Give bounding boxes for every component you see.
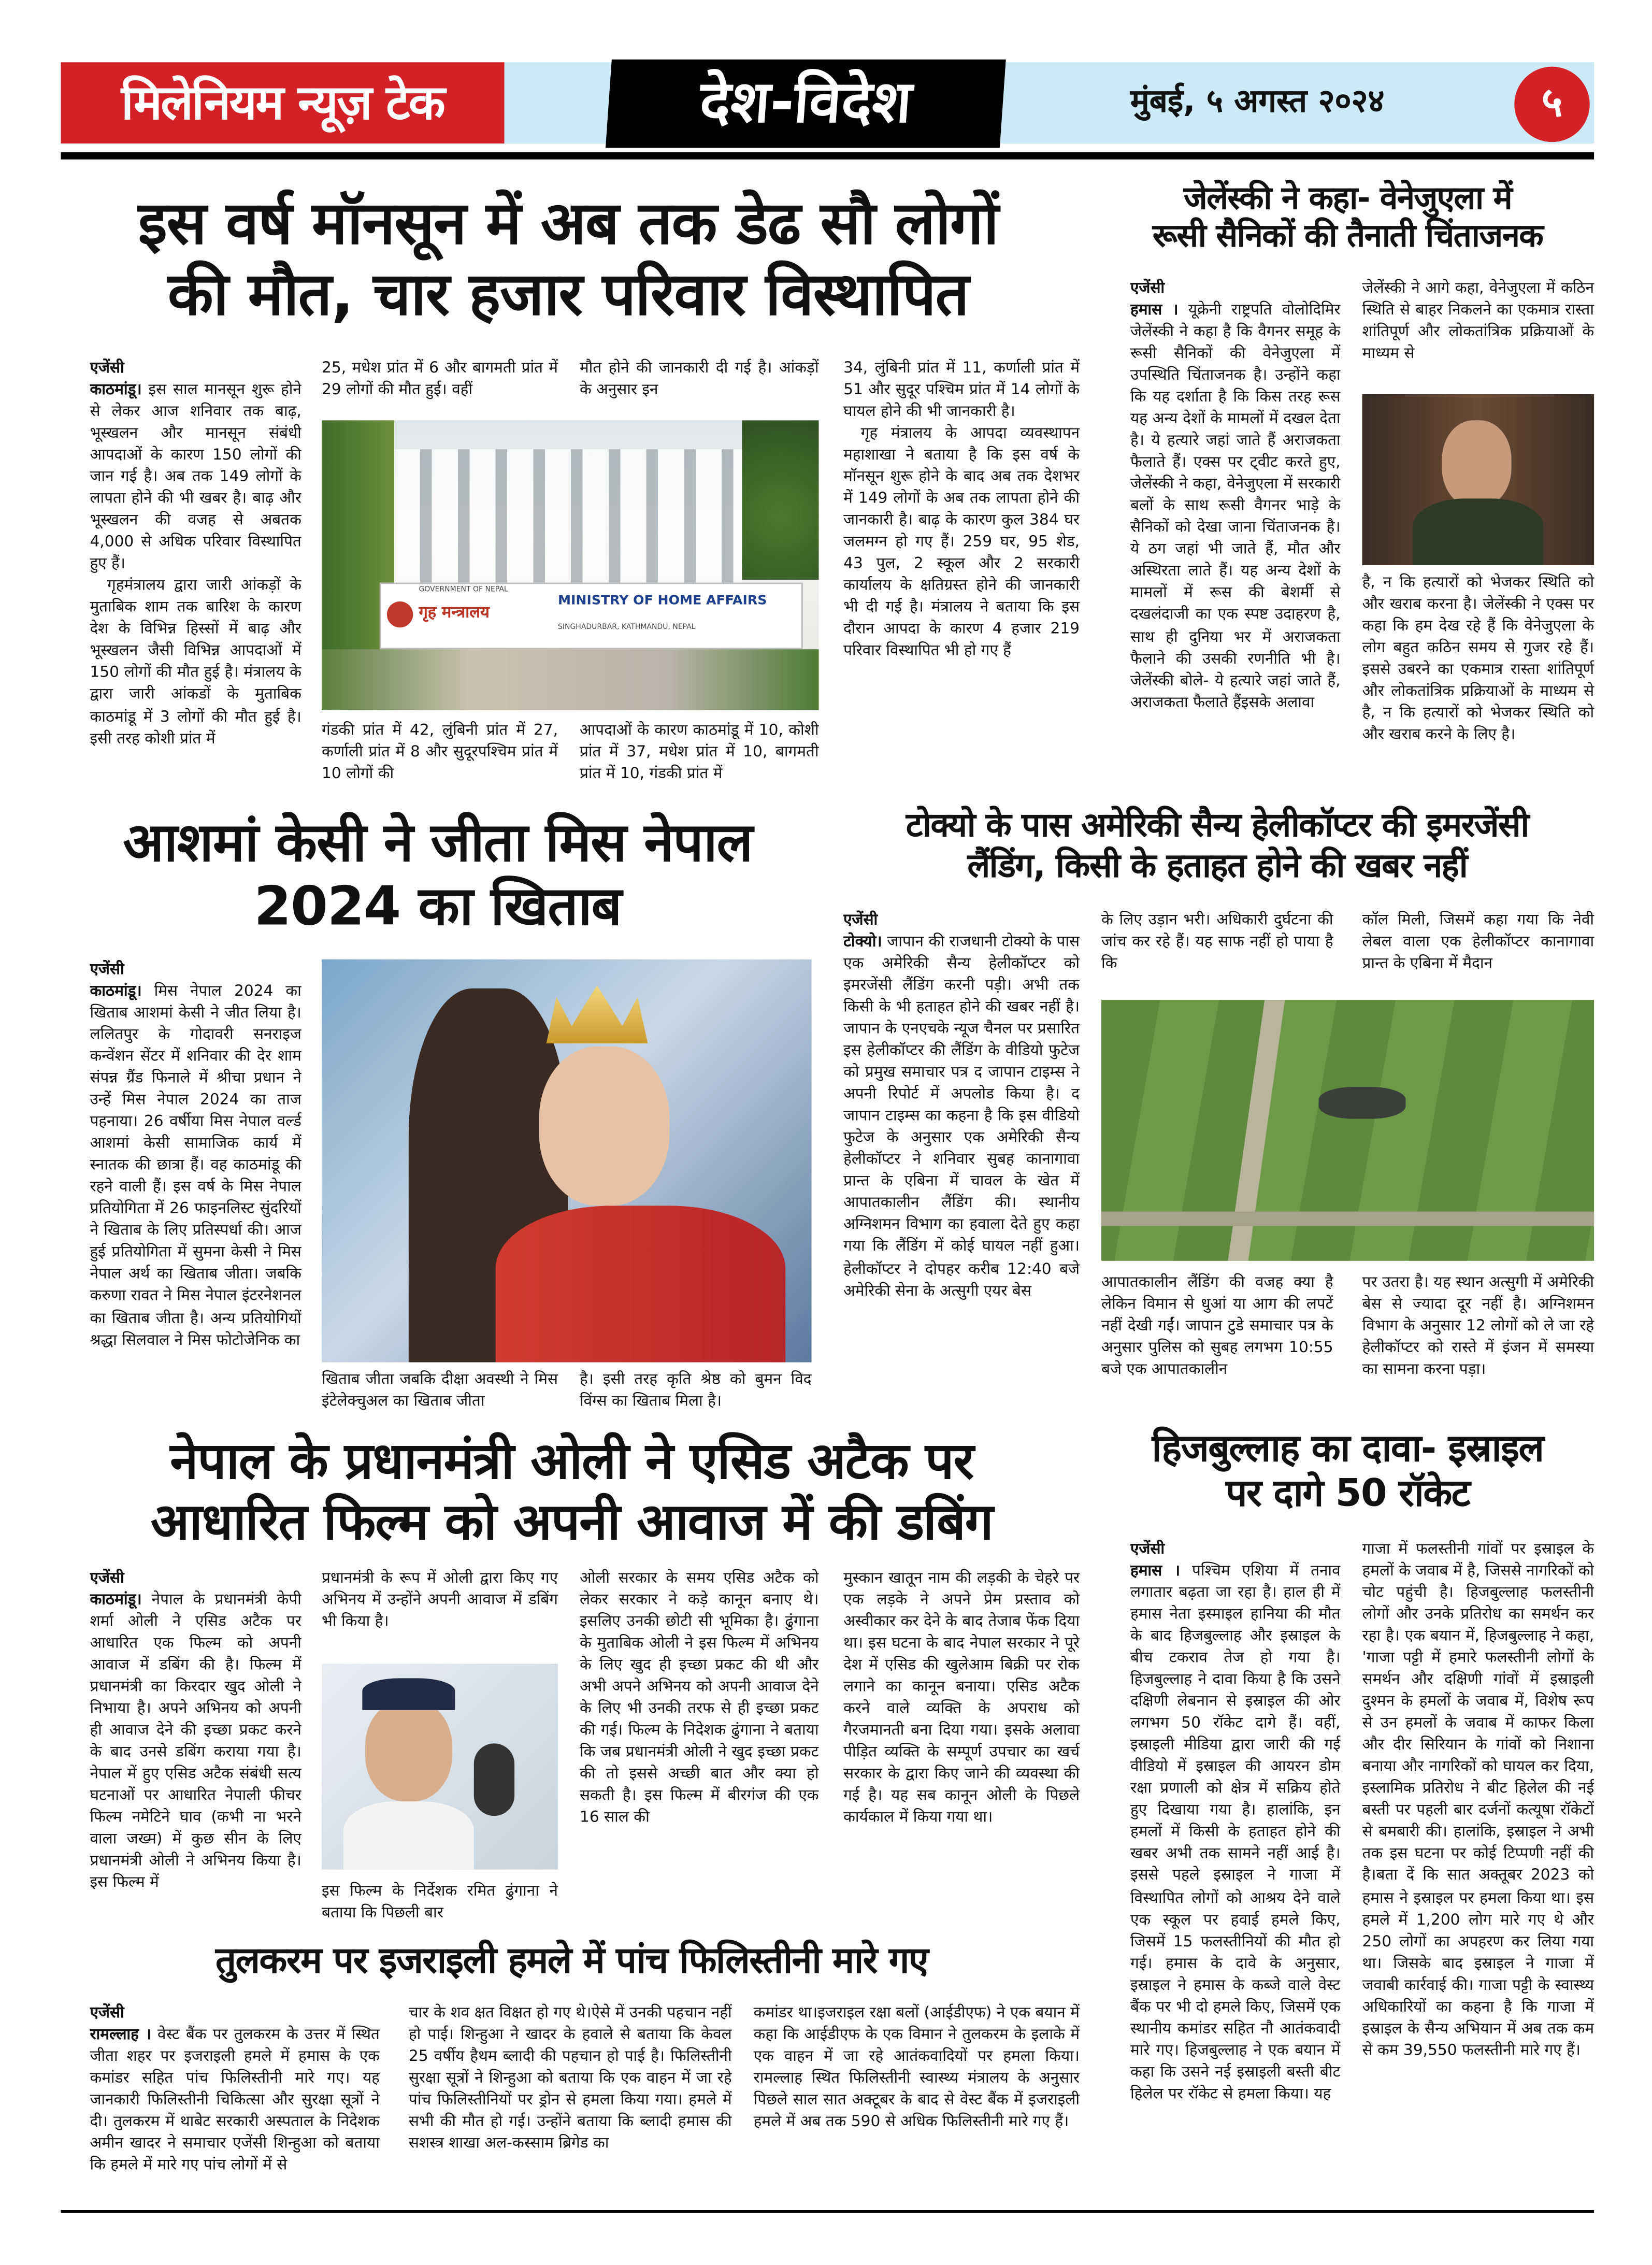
body-text: खिताब जीता जबकि दीक्षा अवस्थी ने मिस इंटेलेक्चुअल का खिताब जीता [322, 1371, 558, 1410]
article-zelensky-col-2-top [1362, 278, 1594, 365]
body-text: है। इसी तरह कृति श्रेष्ठ को बुमन विद विंग्स का खिताब मिला है। [579, 1371, 812, 1410]
agency-label: एजेंसी [90, 1569, 124, 1587]
body-text: यूक्रेनी राष्ट्रपति वोलोदिमिर जेलेंस्की ने कहा है कि वैगनर समूह के रूसी सैनिकों की वेनेजुएला में उपस्थिति चिंताजनक है। उन्होंने कहा कि यह दर्शाता है कि किस तरह रूस यह अन्य देशों के मामलों में दखल देता है। ये हत्यारे जहां जाते हैं अराजकता फैलाते हैं। एक्स पर ट्वीट करते हुए, जेलेंस्की ने कहा, वेनेजुएला में सरकारी बलों के साथ रूसी वैगनर भाड़े के सैनिकों को देखा जाना चिंताजनक है। ये ठग जहां भी जाते हैं, मौत और अस्थिरता लाते हैं। यह अन्य देशों के मामलों में रूस की बेशर्मी से दखलंदाजी का एक स्पष्ट उदाहरण है, साथ ही दुनिया भर में अराजकता फैलाने की उसकी रणनीति भी है। जेलेंस्की बोले- ये हत्यारे जहां जाते हैं, अराजकता फैलाते हैंइसके अलावा [1130, 301, 1341, 711]
headline-line: 2024 का खिताब [254, 876, 622, 939]
body-text: इस साल मानसून शुरू होने से लेकर आज शनिवार तक बाढ़, भूस्खलन और मानसून संबंधी आपदाओं के कारण 150 लोगों की जान गई है। अब तक 149 लोगों के लापता होने की भी खबर है। बाढ़ और भूस्खलन की वजह से अबतक 4,000 से अधिक परिवार विस्थापित हुए हैं। [90, 381, 301, 573]
body-text: मौत होने की जानकारी दी गई है। आंकड़ों के अनुसार इन [579, 359, 819, 399]
article-miss-nepal-col-1 [90, 959, 301, 1416]
agency-label: एजेंसी [90, 359, 124, 377]
body-text: कमांडर था।इजराइल रक्षा बलों (आईडीएफ) ने एक बयान में कहा कि आईडीएफ के एक विमान ने तुलकरम के इलाके में एक वाहन में जा रहे आतंकवादियों पर हमला किया। रामल्लाह स्थित फिलिस्तीनी स्वास्थ्य मंत्रालय के अनुसार पिछले साल सात अक्टूबर के बाद से वेस्ट बैंक में इजराइली हमले में अब तक 590 से अधिक फिलिस्तीनी मारे गए हैं। [753, 2004, 1080, 2131]
article-tulkarem-col-2 [409, 2003, 732, 2206]
helicopter-icon [1319, 1087, 1406, 1119]
headline-line: आशमां केसी ने जीता मिस नेपाल [123, 811, 753, 874]
agency-label: एजेंसी [1130, 279, 1165, 297]
agency-label: एजेंसी [90, 961, 124, 979]
article-tokyo-col-3-bottom [1362, 1272, 1594, 1381]
dateline: काठमांडू। [90, 381, 142, 399]
article-tokyo-col-2-top [1101, 910, 1333, 976]
body-text: जापान की राजधानी टोक्यो के पास एक अमेरिकी सैन्य हेलीकॉप्टर को इमरजेंसी लैंडिंग करनी पड़ी। अभी तक किसी के भी हताहत होने की खबर नहीं है। जापान के एनएचके न्यूज चैनल पर प्रसारित इस हेलीकॉप्टर की लैंडिंग के वीडियो फुटेज को प्रमुख समाचार पत्र द जापान टाइम्स ने अपनी रिपोर्ट में अपलोड किया है। द जापान टाइम्स का कहना है कि इस वीडियो फुटेज के अनुसार एक अमेरिकी सैन्य हेलीकॉप्टर ने शनिवार सुबह कानागावा प्रान्त के एबिना में चावल के खेत में आपातकालीन लैंडिंग की। स्थानीय अग्निशमन विभाग का हवाला देते हुए कहा गया कि लैंडिंग में कोई घायल नहीं हुआ। हेलीकॉप्टर ने दोपहर करीब 12:40 बजे अमेरिकी सेना के अत्सुगी एयर बेस [843, 933, 1080, 1299]
article-miss-nepal-col-3 [580, 1370, 812, 1413]
article-tokyo-helicopter-headline [834, 807, 1602, 887]
page-number-badge: ५ [1514, 67, 1589, 142]
body-text: प्रधानमंत्री के रूप में ओली द्वारा किए गए अभिनय में उन्होंने अपनी आवाज में डबिंग भी किया है। [322, 1569, 558, 1631]
headline-line: इस वर्ष मॉनसून में अब तक डेढ सौ लोगों [138, 188, 998, 258]
body-text: नेपाल के प्रधानमंत्री केपी शर्मा ओली ने एसिड अटैक पर आधारित एक फिल्म को अपनी आवाज में डबिंग की है। फिल्म में प्रधानमंत्री का किरदार खुद ओली ने निभाया है। अपने अभिनय को अपनी ही आवाज देने की इच्छा प्रकट करने के बाद उनसे डबिंग कराया गया है। नेपाल में हुए एसिड अटैक संबंधी सत्य घटनाओं पर आधारित नेपाली फीचर फिल्म नमेटिने घाव (कभी ना भरने वाला जख्म) में कुछ सीन के लिए प्रधानमंत्री ओली ने अभिनय किया है। इस फिल्म में [90, 1591, 301, 1892]
body-text: पश्चिम एशिया में तनाव लगातार बढ़ता जा रहा है। हाल ही में हमास नेता इस्माइल हानिया की मौत के बाद हिजबुल्लाह और इस्राइल के बीच टकराव तेज हो गया है। हिजबुल्लाह ने दावा किया है कि उसने दक्षिणी लेबनान से इस्राइल की ओर लगभग 50 रॉकेट दागे हैं। वहीं, इस्राइली मीडिया द्वारा जारी की गई वीडियो में इस्राइल की आयरन डोम रक्षा प्रणाली को क्षेत्र में सक्रिय होते हुए दिखाया गया है। हालांकि, इन हमलों में किसी के हताहत होने की खबर अभी तक सामने नहीं आई है। इससे पहले इस्राइल ने गाजा में विस्थापित लोगों को आश्रय देने वाले एक स्कूल पर हवाई हमले किए, जिसमें 15 फलस्तीनियों की मौत हो गई। हमास के दावे के अनुसार, इस्राइल ने हमास के कब्जे वाले वेस्ट बैंक पर भी दो हमले किए, जिसमें एक स्थानीय कमांडर सहित नौ आतंकवादी मारे गए। हिजबुल्लाह ने एक बयान में कहा कि उसने नई इस्राइली बस्ती बीट हिलेल पर रॉकेट से हमला किया। यह [1130, 1562, 1341, 2103]
dateline: हमास । [1130, 1562, 1181, 1580]
headline-line: टोक्यो के पास अमेरिकी सैन्य हेलीकॉप्टर की इमरजेंसी [906, 807, 1529, 845]
headline-line: जेलेंस्की ने कहा- वेनेजुएला में [1183, 181, 1512, 218]
article-oli-col-2-top [322, 1568, 558, 1633]
body-text: आपातकालीन लैंडिंग की वजह क्या है लेकिन विमान से धुआं या आग की लपटें नहीं देखी गईं। जापान टुडे समाचार पत्र के अनुसार पुलिस को सुबह लगभग 10:55 बजे एक आपातकालीन [1101, 1273, 1333, 1379]
article-oli-col-1 [90, 1568, 301, 1930]
body-text: गंडकी प्रांत में 42, लुंबिनी प्रांत में 27, कर्णाली प्रांत में 8 और सुदूरपश्चिम प्रांत में 10 लोगों की [322, 722, 558, 783]
article-tokyo-col-1 [843, 910, 1080, 1417]
article-tokyo-col-3-top [1362, 910, 1594, 976]
body-text: गृहमंत्रालय द्वारा जारी आंकड़ों के मुताबिक शाम तक बारिश के कारण देश के विभिन्न हिस्सों में बाढ़ और भूस्खलन जैसी विभिन्न आपदाओं में 150 लोगों की मौत हुई है। मंत्रालय के द्वारा जारी आंकडों के मुताबिक काठमांडू में 3 लोगों की मौत हुई है। इसी तरह कोशी प्रांत में [90, 577, 301, 748]
crown-icon [547, 985, 648, 1043]
article-hezbollah-col-1 [1130, 1539, 1341, 2206]
body-text: वेस्ट बैंक पर तुलकरम के उत्तर में स्थित जीता शहर पर इजराइली हमले में हमास के एक कमांडर सहित पांच फिलिस्तीनी मारे गए। यह जानकारी फिलिस्तीनी चिकित्सा और सुरक्षा सूत्रों ने दी। तुलकरम में थाबेट सरकारी अस्पताल के निदेशक अमीन खादर ने समाचार एजेंसी शिन्हुआ को बताया कि हमले में मारे गए पांच लोगों में से [90, 2026, 380, 2174]
headline-line: नेपाल के प्रधानमंत्री ओली ने एसिड अटैक पर [170, 1433, 973, 1492]
dateline: हमास । [1130, 301, 1179, 319]
headline-line: हिजबुल्लाह का दावा- इस्राइल [1152, 1427, 1544, 1471]
zelensky-photo [1362, 394, 1594, 565]
article-zelensky-col-1 [1130, 278, 1341, 785]
body-text: कॉल मिली, जिसमें कहा गया कि नेवी लेबल वाला एक हेलीकॉप्टर कानागावा प्रान्त के एबिना में मैदान [1362, 911, 1594, 973]
body-text: चार के शव क्षत विक्षत हो गए थे।ऐसे में उनकी पहचान नहीं हो पाई। शिन्हुआ ने खादर के हवाले से बताया कि केवल 25 वर्षीय हैथम ब्लादी की पहचान हो पाई है। फिलिस्तीनी सुरक्षा सूत्रों ने शिन्हुआ को बताया कि एक वाहन में जा रहे पांच फिलिस्तीनियों पर ड्रोन से हमला किया गया। हमले में सभी की मौत हो गई। उन्होंने बताया कि ब्लादी हमास की सशस्त्र शाखा अल-कस्साम ब्रिगेड का [408, 2004, 732, 2153]
body-text: पर उतरा है। यह स्थान अत्सुगी में अमेरिकी बेस से ज्यादा दूर नहीं है। अग्निशमन विभाग के अनुसार 12 लोगों को ले जा रहे हेलीकॉप्टर को रास्ते में इंजन में समस्या का सामना करना पड़ा। [1362, 1273, 1594, 1379]
headline-line: रूसी सैनिकों की तैनाती चिंताजनक [1152, 219, 1543, 256]
dateline: काठमांडू। [90, 1591, 142, 1609]
body-text: है, न कि हत्यारों को भेजकर स्थिति को और खराब करना है। जेलेंस्की ने एक्स पर कहा कि हम देख रहे हैं कि वेनेजुएला के लोग बहुत कठिन समय से गुजर रहे हैं। इससे उबरने का एकमात्र रास्ता शांतिपूर्ण और लोकतांत्रिक प्रक्रियाओं के माध्यम से है, न कि हत्यारों को भेजकर स्थिति को और खराब करने के लिए है। [1362, 574, 1594, 744]
article-hezbollah-col-2 [1362, 1539, 1594, 2206]
topi-hat [362, 1678, 455, 1710]
article-tokyo-col-2-bottom [1101, 1272, 1333, 1381]
body-text: के लिए उड़ान भरी। अधिकारी दुर्घटना की जांच कर रहे हैं। यह साफ नहीं हो पाया है कि [1101, 911, 1333, 973]
article-monsoon-col-2-bottom [322, 720, 558, 785]
miss-nepal-crowning-photo [322, 959, 812, 1363]
headline-line: आधारित फिल्म को अपनी आवाज में की डबिंग [150, 1494, 993, 1553]
body-text: 25, मधेश प्रांत में 6 और बागमती प्रांत में 29 लोगों की मौत हुई। वहीं [322, 359, 558, 399]
body-text: 34, लुंबिनी प्रांत में 11, कर्णाली प्रांत में 51 और सुदूर पश्चिम प्रांत में 14 लोगों के घायल होने की भी जानकारी है। [843, 359, 1080, 421]
body-text: आपदाओं के कारण काठमांडू में 10, कोशी प्रांत में 37, मधेश प्रांत में 10, बागमती प्रांत में 10, गंडकी प्रांत में [579, 722, 819, 783]
article-zelensky-col-2-bottom [1362, 572, 1594, 747]
article-tulkarem-col-1 [90, 2003, 379, 2206]
article-monsoon-col-2-top [322, 358, 558, 402]
dateline: टोक्यो। [843, 933, 882, 951]
section-title: देश-विदेश [606, 60, 1006, 148]
body-text: मुस्कान खातून नाम की लड़की के चेहरे पर एक लड़के ने अपने प्रेम प्रस्ताव को अस्वीकार कर देने के बाद तेजाब फेंक दिया था। इस घटना के बाद नेपाल सरकार ने पूरे देश में एसिड की खुलेआम बिक्री पर रोक लगाने का कानून बनाया। एसिड अटैक करने वाले व्यक्ति के अपराध को गैरजमानती बना दिया गया। इसके अलावा पीड़ित व्यक्ति के सम्पूर्ण उपचार का खर्च सरकार के द्वारा किए जाने की व्यवस्था की गई है। यह सब कानून ओली के पिछले कार्यकाल में किया गया था। [843, 1569, 1080, 1827]
oli-dubbing-photo [322, 1664, 558, 1869]
body-text: जेलेंस्की ने आगे कहा, वेनेजुएला में कठिन स्थिति से बाहर निकलने का एकमात्र रास्ता शांतिपूर्ण और लोकतांत्रिक प्रक्रियाओं के माध्यम से [1362, 279, 1594, 363]
headline-line: की मौत, चार हजार परिवार विस्थापित [167, 260, 969, 329]
dateline: काठमांडू। [90, 982, 142, 1000]
headline-line: लैंडिंग, किसी के हताहत होने की खबर नहीं [967, 847, 1468, 885]
article-oli-headline [61, 1432, 1082, 1554]
newspaper-logo: मिलेनियम न्यूज़ टेक [61, 62, 504, 144]
sign-small-text: SINGHADURBAR, KATHMANDU, NEPAL [557, 623, 696, 632]
article-monsoon-col-1 [90, 358, 301, 785]
agency-label: एजेंसी [90, 2004, 124, 2022]
ministry-building-photo [322, 420, 819, 710]
article-monsoon-col-3-bottom [580, 720, 819, 785]
article-zelensky-headline [1101, 181, 1594, 258]
article-hezbollah-headline [1101, 1427, 1594, 1517]
article-oli-col-2-bottom [322, 1881, 558, 1925]
dateline: रामल्लाह । [90, 2026, 151, 2044]
agency-label: एजेंसी [843, 911, 878, 929]
article-monsoon-headline [61, 189, 1075, 331]
article-miss-nepal-headline [61, 812, 814, 940]
sign-small-text: GOVERNMENT OF NEPAL [419, 585, 508, 594]
body-text: ओली सरकार के समय एसिड अटैक को लेकर सरकार ने कड़े कानून बनाए थे। इसलिए उनकी छोटी सी भूमिका है। ढुंगाना के मुताबिक ओली ने इस फिल्म में अभिनय के लिए खुद ही इच्छा प्रकट की थी और अभी अपने अभिनय को अपनी आवाज देने के लिए भी उनकी तरफ से ही इच्छा प्रकट की गई। फिल्म के निदेशक ढुंगाना ने बताया कि जब प्रधानमंत्री ओली ने खुद इच्छा प्रकट की तो इससे अच्छी बात और क्या हो सकती है। इस फिल्म में बीरगंज की एक 16 साल की [579, 1569, 819, 1827]
article-tulkarem-col-3 [754, 2003, 1080, 2206]
body-text: मिस नेपाल 2024 का खिताब आशमां केसी ने जीत लिया है। ललितपुर के गोदावरी सनराइज कन्वेंशन सेंटर में शनिवार की देर शाम संपन्न ग्रैंड फिनाले में श्रीचा प्रधान ने उन्हें मिस नेपाल 2024 का ताज पहनाया। 26 वर्षीया मिस नेपाल वर्ल्ड आशमां केसी सामाजिक कार्य में स्नातक की छात्रा हैं। वह काठमांडू की रहने वाली हैं। इस वर्ष के मिस नेपाल प्रतियोगिता में 26 फाइनलिस्ट सुंदरियों ने खिताब के लिए प्रतिस्पर्धा की। आज हुई प्रतियोगिता में सुमना केसी ने मिस नेपाल अर्थ का खिताब जीता। जबकि करुणा रावत ने मिस नेपाल इंटरनेशनल का खिताब जीता है। अन्य प्रतियोगियों श्रद्धा सिलवाल ने मिस फोटोजेनिक का [90, 982, 301, 1349]
masthead-rule [61, 152, 1594, 160]
microphone-icon [474, 1743, 514, 1816]
page-bottom-rule [61, 2210, 1594, 2212]
article-tulkarem-headline: तुलकरम पर इजराइली हमले में पांच फिलिस्तीनी मारे गए [216, 1939, 928, 1982]
ministry-signboard [380, 583, 803, 650]
article-oli-col-4 [843, 1568, 1080, 1930]
article-monsoon-col-4 [843, 358, 1080, 785]
issue-date: मुंबई, ५ अगस्त २०२४ [1130, 84, 1385, 121]
article-miss-nepal-col-2 [322, 1370, 558, 1413]
headline-line: पर दागे 50 रॉकेट [1226, 1472, 1470, 1516]
body-text: गृह मंत्रालय के आपदा व्यवस्थापन महाशाखा ने बताया है कि इस वर्ष के मॉनसून शुरू होने के बाद अब तक देशभर में 149 लोगों के अब तक लापता होने की जानकारी है। बाढ़ के कारण कुल 384 घर जलमग्न हो गए हैं। 259 घर, 95 शेड, 43 पुल, 2 स्कूल और 2 सरकारी कार्यालय के क्षतिग्रस्त होने की जानकारी भी दी गई है। मंत्रालय ने बताया कि इस दौरान आपदा के कारण 4 हजार 219 परिवार विस्थापित भी हो गए हैं [843, 424, 1080, 660]
emblem-icon [387, 601, 413, 627]
body-text: इस फिल्म के निर्देशक रमित ढुंगाना ने बताया कि पिछली बार [322, 1882, 558, 1922]
agency-label: एजेंसी [1130, 1540, 1165, 1558]
sign-nepali: गृह मन्त्रालय [419, 603, 490, 622]
body-text: गाजा में फलस्तीनी गांवों पर इस्राइल के हमलों के जवाब में है, जिससे नागरिकों को चोट पहुंची है। हिजबुल्लाह फलस्तीनी लोगों और उनके प्रतिरोध का समर्थन कर रहा है। एक बयान में, हिजबुल्लाह ने कहा, 'गाजा पट्टी में हमारे फलस्तीनी लोगों के समर्थन और दक्षिणी गांवों में इस्राइली दुश्मन के हमलों के जवाब में, विशेष रूप से उन हमलों के जवाब में काफर किला और दीर सिरियान के गांवों को निशाना बनाया और नागरिकों को घायल कर दिया, इस्लामिक प्रतिरोध ने बीट हिलेल की नई बस्ती पर पहली बार दर्जनों कत्यूषा रॉकेटों से बमबारी की। हालांकि, इस्राइल ने अभी तक इस घटना पर कोई टिप्पणी नहीं की है।बता दें कि सात अक्तूबर 2023 को हमास ने इस्राइल पर हमला किया था। इस हमले में 1,200 लोग मारे गए थे और 250 लोगों का अपहरण कर लिया गया था। जिसके बाद इस्राइल ने गाजा में जवाबी कार्रवाई की। गाजा पट्टी के स्वास्थ्य अधिकारियों का कहना है कि गाजा में इस्राइल के सैन्य अभियान में अब तक कम से कम 39,550 फलस्तीनी मारे गए हैं। [1362, 1540, 1594, 2059]
helicopter-aerial-photo [1101, 1000, 1594, 1261]
article-oli-col-3 [580, 1568, 819, 1930]
sign-english: MINISTRY OF HOME AFFAIRS [557, 594, 767, 609]
article-monsoon-col-3-top [580, 358, 819, 402]
